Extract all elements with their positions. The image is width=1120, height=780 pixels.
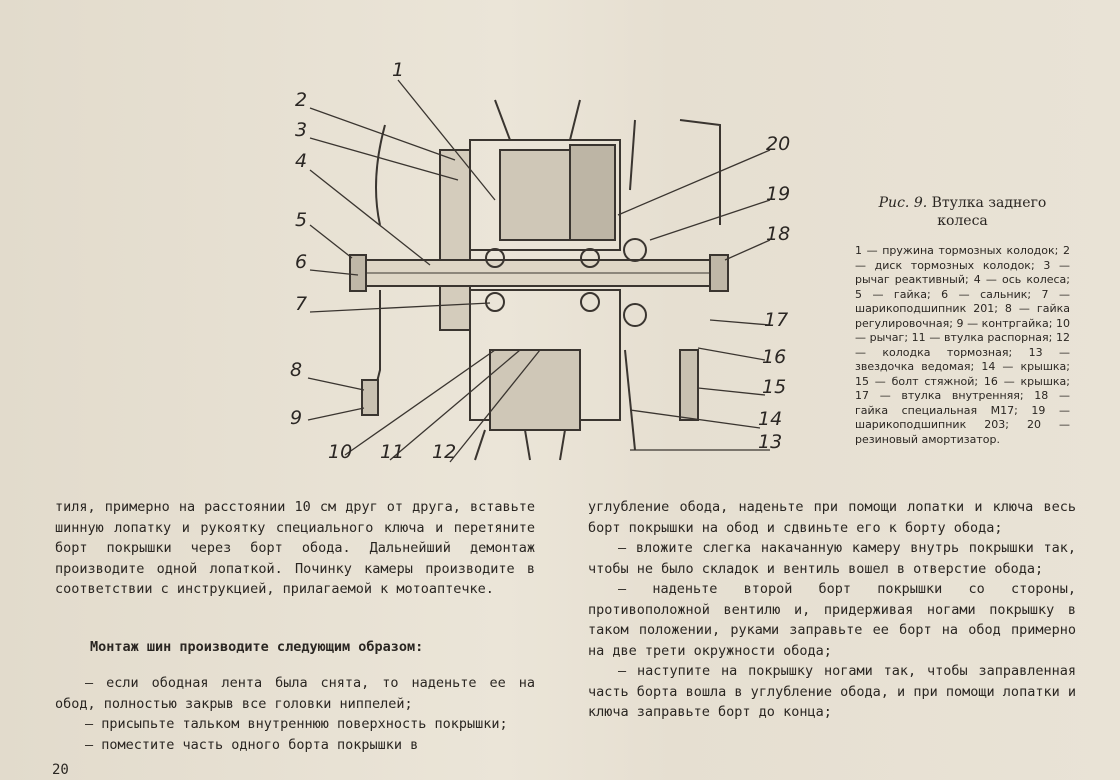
label-4: 4 bbox=[295, 150, 308, 172]
label-5: 5 bbox=[295, 209, 308, 231]
paragraph: — наступите на покрышку ногами так, чтобы заправленная часть борта вошла в углубление обода, и при помощи лопатки и ключа заправьте борт до конца; bbox=[588, 663, 1076, 720]
bearing bbox=[624, 304, 646, 326]
label-10: 10 bbox=[328, 441, 353, 463]
paragraph: — если ободная лента была снята, то наденьте ее на обод, полностью закрыв все головки ниппелей; bbox=[55, 675, 535, 712]
label-1: 1 bbox=[392, 59, 405, 81]
bearing bbox=[624, 239, 646, 261]
tire-left-outline bbox=[376, 125, 385, 225]
caption-legend: 1 — пружина тормозных колодок; 2 — диск тормозных колодок; 3 — рычаг реактивный; 4 — ось колеса; 5 — гайка; 6 — сальник; 7 — шарикоподшипник 201; 8 — гайка регулировочная; 9 — контргайка; 10 — рычаг; 11 — втулка распорная; 12 — колодка тормозная; 13 — звездочка ведомая; 14 — крышка; 15 — болт стяжной; 16 — крышка; 17 — втулка внутренняя; 18 — гайка специальная М17; 19 — шарикоподшипник 203; 20 — резиновый амортизатор. bbox=[855, 244, 1070, 446]
bearing bbox=[486, 293, 504, 311]
paragraph: тиля, примерно на расстоянии 10 см друг от друга, вставьте шинную лопатку и рукоятку специального ключа и перетяните борт покрышки через борт обода. Дальнейший демонтаж производите одной лопаткой. Починку камеры производите в соответствии с инструкцией, прилагаемой к мотоаптечке. bbox=[55, 499, 535, 597]
spokes bbox=[475, 430, 565, 460]
label-20: 20 bbox=[766, 133, 791, 155]
spokes-top bbox=[495, 100, 580, 140]
brake-disk bbox=[440, 150, 470, 330]
label-7: 7 bbox=[295, 293, 308, 315]
paragraph: — присыпьте тальком внутреннюю поверхность покрышки; bbox=[85, 716, 508, 732]
label-18: 18 bbox=[766, 223, 791, 245]
brake-drum-upper bbox=[500, 150, 570, 240]
label-19: 19 bbox=[766, 183, 791, 205]
left-column bbox=[55, 497, 535, 755]
paragraph: — вложите слегка накачанную камеру внутрь покрышки так, чтобы не было складок и вентиль вошел в отверстие обода; bbox=[588, 540, 1076, 577]
label-6: 6 bbox=[295, 251, 308, 273]
label-8: 8 bbox=[290, 359, 303, 381]
paragraph: — наденьте второй борт покрышки со стороны, противоположной вентилю и, придерживая ногами покрышку в таком положении, руками заправьте ее борт на обод примерно на две трети окружности обода; bbox=[588, 581, 1076, 659]
nut-left bbox=[350, 255, 366, 291]
page-number: 20 bbox=[52, 762, 69, 778]
label-17: 17 bbox=[764, 309, 789, 331]
caption-figure-title: Втулка заднего колеса bbox=[931, 195, 1047, 229]
label-9: 9 bbox=[290, 407, 303, 429]
right-column bbox=[588, 497, 1076, 723]
label-11: 11 bbox=[380, 441, 405, 463]
sprocket bbox=[570, 145, 615, 240]
adjusting-nut bbox=[362, 380, 378, 415]
clamp-bolt bbox=[680, 350, 698, 420]
label-13: 13 bbox=[758, 431, 783, 453]
bearing bbox=[581, 293, 599, 311]
caption-figure-number: Рис. 9. bbox=[878, 195, 928, 211]
caption-title bbox=[855, 194, 1070, 230]
paragraph: — поместите часть одного борта покрышки в bbox=[85, 736, 419, 753]
label-3: 3 bbox=[295, 119, 308, 141]
label-16: 16 bbox=[762, 346, 787, 368]
section-heading: Монтаж шин производите следующим образом: bbox=[90, 638, 424, 655]
brake-drum-lower bbox=[490, 350, 580, 430]
figure-caption bbox=[855, 194, 1070, 447]
paragraph: углубление обода, наденьте при помощи лопатки и ключа весь борт покрышки на обод и сдвиньте его к борту обода; bbox=[588, 499, 1076, 536]
hub-diagram bbox=[280, 50, 810, 470]
label-2: 2 bbox=[295, 89, 308, 111]
label-12: 12 bbox=[432, 441, 457, 463]
label-14: 14 bbox=[758, 408, 783, 430]
tire-right-outline bbox=[680, 120, 720, 225]
label-15: 15 bbox=[762, 376, 787, 398]
